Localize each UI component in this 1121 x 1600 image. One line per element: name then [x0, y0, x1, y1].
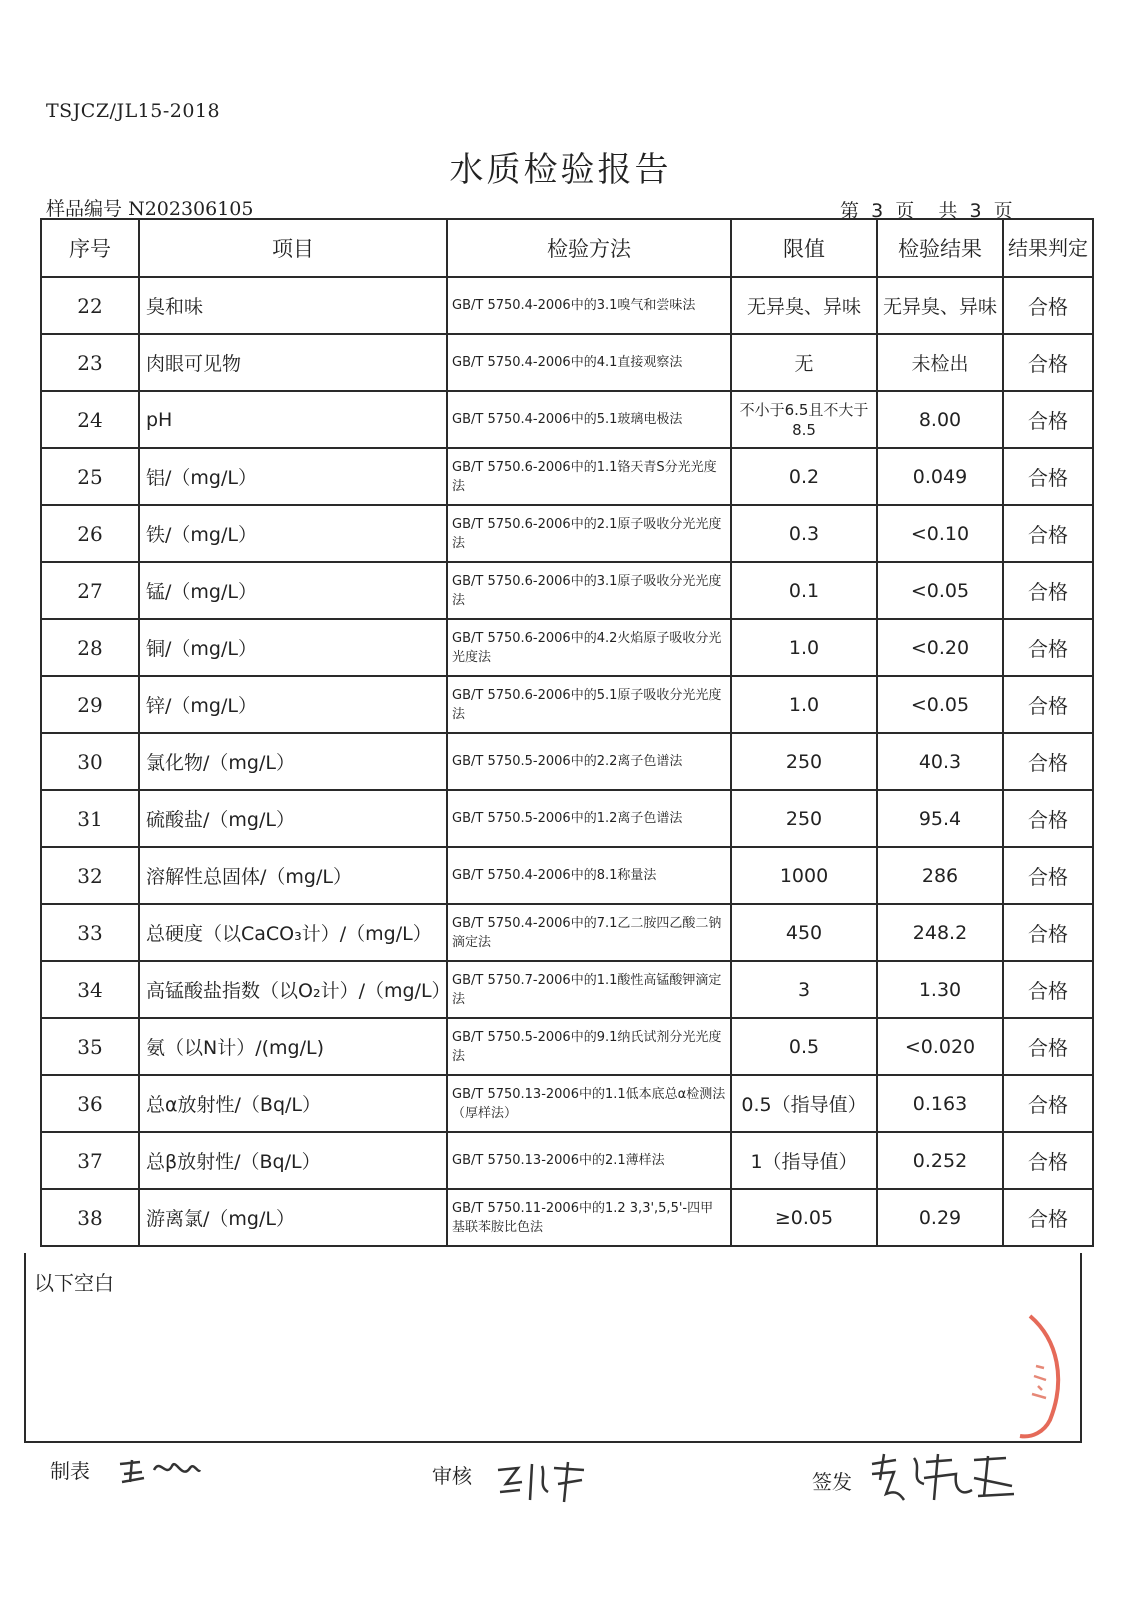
row-limit: 1000 — [731, 847, 877, 904]
row-number: 24 — [41, 391, 139, 448]
row-limit: 0.5（指导值） — [731, 1075, 877, 1132]
reviewer-signature — [492, 1456, 592, 1506]
table-row — [41, 904, 1093, 961]
row-limit: ≥0.05 — [731, 1189, 877, 1246]
row-method: GB/T 5750.4-2006中的8.1称量法 — [447, 847, 731, 904]
row-item: 铝/（mg/L） — [139, 448, 447, 505]
row-judgement: 合格 — [1003, 961, 1093, 1018]
table-row — [41, 448, 1093, 505]
row-judgement: 合格 — [1003, 334, 1093, 391]
row-result: <0.020 — [877, 1018, 1003, 1075]
row-item: 肉眼可见物 — [139, 334, 447, 391]
header-limit: 限值 — [731, 219, 877, 277]
row-method: GB/T 5750.6-2006中的1.1铬天青S分光光度法 — [447, 448, 731, 505]
row-number: 33 — [41, 904, 139, 961]
sample-number-line — [46, 194, 253, 221]
row-method: GB/T 5750.7-2006中的1.1酸性高锰酸钾滴定法 — [447, 961, 731, 1018]
prepared-signature — [112, 1448, 202, 1488]
row-number: 30 — [41, 733, 139, 790]
row-result: <0.20 — [877, 619, 1003, 676]
row-judgement: 合格 — [1003, 1018, 1093, 1075]
row-number: 29 — [41, 676, 139, 733]
row-number: 34 — [41, 961, 139, 1018]
row-item: 总硬度（以CaCO₃计）/（mg/L） — [139, 904, 447, 961]
row-judgement: 合格 — [1003, 676, 1093, 733]
header-no: 序号 — [41, 219, 139, 277]
issued-by-label: 签发 — [812, 1470, 852, 1494]
table-row — [41, 676, 1093, 733]
header-method: 检验方法 — [447, 219, 731, 277]
row-result: 0.163 — [877, 1075, 1003, 1132]
issuer-signature — [866, 1450, 1016, 1510]
row-limit: 250 — [731, 790, 877, 847]
row-result: 1.30 — [877, 961, 1003, 1018]
row-method: GB/T 5750.13-2006中的1.1低本底总α检测法（厚样法） — [447, 1075, 731, 1132]
row-number: 25 — [41, 448, 139, 505]
row-number: 26 — [41, 505, 139, 562]
row-limit: 1（指导值） — [731, 1132, 877, 1189]
row-judgement: 合格 — [1003, 619, 1093, 676]
row-result: <0.10 — [877, 505, 1003, 562]
sample-label: 样品编号 — [46, 198, 123, 220]
row-method: GB/T 5750.6-2006中的5.1原子吸收分光光度法 — [447, 676, 731, 733]
results-table — [40, 218, 1094, 1247]
header-result: 检验结果 — [877, 219, 1003, 277]
row-result: 0.252 — [877, 1132, 1003, 1189]
row-limit: 250 — [731, 733, 877, 790]
row-item: 溶解性总固体/（mg/L） — [139, 847, 447, 904]
blank-area — [24, 1253, 1082, 1443]
row-limit: 0.2 — [731, 448, 877, 505]
row-limit: 无异臭、异味 — [731, 277, 877, 334]
prepared-by-label: 制表 — [50, 1459, 90, 1483]
row-judgement: 合格 — [1003, 790, 1093, 847]
row-item: 锰/（mg/L） — [139, 562, 447, 619]
row-result: 无异臭、异味 — [877, 277, 1003, 334]
table-row — [41, 847, 1093, 904]
row-limit: 3 — [731, 961, 877, 1018]
row-result: 未检出 — [877, 334, 1003, 391]
row-judgement: 合格 — [1003, 448, 1093, 505]
row-judgement: 合格 — [1003, 847, 1093, 904]
row-result: 40.3 — [877, 733, 1003, 790]
table-row — [41, 961, 1093, 1018]
row-result: <0.05 — [877, 676, 1003, 733]
row-method: GB/T 5750.5-2006中的9.1纳氏试剂分光光度法 — [447, 1018, 731, 1075]
row-item: 氨（以N计）/(mg/L) — [139, 1018, 447, 1075]
row-number: 23 — [41, 334, 139, 391]
table-row — [41, 1189, 1093, 1246]
row-method: GB/T 5750.6-2006中的4.2火焰原子吸收分光光度法 — [447, 619, 731, 676]
row-judgement: 合格 — [1003, 1189, 1093, 1246]
row-method: GB/T 5750.4-2006中的3.1嗅气和尝味法 — [447, 277, 731, 334]
row-result: 248.2 — [877, 904, 1003, 961]
row-judgement: 合格 — [1003, 1075, 1093, 1132]
row-item: 氯化物/（mg/L） — [139, 733, 447, 790]
row-item: 锌/（mg/L） — [139, 676, 447, 733]
row-item: 臭和味 — [139, 277, 447, 334]
row-item: 硫酸盐/（mg/L） — [139, 790, 447, 847]
row-item: 高锰酸盐指数（以O₂计）/（mg/L） — [139, 961, 447, 1018]
row-limit: 0.5 — [731, 1018, 877, 1075]
table-row — [41, 1018, 1093, 1075]
table-row — [41, 391, 1093, 448]
row-result: 95.4 — [877, 790, 1003, 847]
row-number: 31 — [41, 790, 139, 847]
row-judgement: 合格 — [1003, 733, 1093, 790]
row-number: 28 — [41, 619, 139, 676]
row-number: 32 — [41, 847, 139, 904]
reviewed-by-label: 审核 — [432, 1464, 472, 1488]
table-header-row — [41, 219, 1093, 277]
row-method: GB/T 5750.6-2006中的3.1原子吸收分光光度法 — [447, 562, 731, 619]
row-method: GB/T 5750.11-2006中的1.2 3,3',5,5'-四甲基联苯胺比色法 — [447, 1189, 731, 1246]
row-result: 0.049 — [877, 448, 1003, 505]
row-method: GB/T 5750.4-2006中的7.1乙二胺四乙酸二钠滴定法 — [447, 904, 731, 961]
row-number: 36 — [41, 1075, 139, 1132]
red-seal-stamp — [1010, 1310, 1070, 1440]
blank-note: 以下空白 — [34, 1271, 114, 1295]
row-judgement: 合格 — [1003, 1132, 1093, 1189]
row-method: GB/T 5750.6-2006中的2.1原子吸收分光光度法 — [447, 505, 731, 562]
row-item: 总α放射性/（Bq/L） — [139, 1075, 447, 1132]
row-number: 22 — [41, 277, 139, 334]
row-method: GB/T 5750.13-2006中的2.1薄样法 — [447, 1132, 731, 1189]
row-limit: 0.3 — [731, 505, 877, 562]
table-row — [41, 733, 1093, 790]
row-judgement: 合格 — [1003, 391, 1093, 448]
table-row — [41, 277, 1093, 334]
row-limit: 无 — [731, 334, 877, 391]
page-indicator: 第 3 页 共 3 页 — [840, 200, 1013, 222]
header-item: 项目 — [139, 219, 447, 277]
row-limit: 1.0 — [731, 619, 877, 676]
row-method: GB/T 5750.4-2006中的4.1直接观察法 — [447, 334, 731, 391]
doc-code: TSJCZ/JL15-2018 — [46, 100, 221, 122]
table-row — [41, 562, 1093, 619]
row-result: 286 — [877, 847, 1003, 904]
row-limit: 450 — [731, 904, 877, 961]
table-row — [41, 334, 1093, 391]
row-judgement: 合格 — [1003, 277, 1093, 334]
row-method: GB/T 5750.4-2006中的5.1玻璃电极法 — [447, 391, 731, 448]
report-title: 水质检验报告 — [449, 150, 672, 190]
table-row — [41, 790, 1093, 847]
row-method: GB/T 5750.5-2006中的1.2离子色谱法 — [447, 790, 731, 847]
table-row — [41, 505, 1093, 562]
row-result: <0.05 — [877, 562, 1003, 619]
row-number: 35 — [41, 1018, 139, 1075]
sample-number: N202306105 — [128, 198, 254, 220]
results-table-wrapper — [40, 218, 1092, 1247]
table-row — [41, 619, 1093, 676]
row-limit: 不小于6.5且不大于8.5 — [731, 391, 877, 448]
row-number: 37 — [41, 1132, 139, 1189]
header-judgement: 结果判定 — [1003, 219, 1093, 277]
row-number: 38 — [41, 1189, 139, 1246]
row-judgement: 合格 — [1003, 904, 1093, 961]
row-limit: 1.0 — [731, 676, 877, 733]
row-method: GB/T 5750.5-2006中的2.2离子色谱法 — [447, 733, 731, 790]
row-result: 0.29 — [877, 1189, 1003, 1246]
row-judgement: 合格 — [1003, 562, 1093, 619]
row-judgement: 合格 — [1003, 505, 1093, 562]
row-item: 总β放射性/（Bq/L） — [139, 1132, 447, 1189]
row-number: 27 — [41, 562, 139, 619]
row-result: 8.00 — [877, 391, 1003, 448]
row-item: pH — [139, 391, 447, 448]
table-row — [41, 1132, 1093, 1189]
row-item: 铁/（mg/L） — [139, 505, 447, 562]
row-limit: 0.1 — [731, 562, 877, 619]
row-item: 铜/（mg/L） — [139, 619, 447, 676]
table-row — [41, 1075, 1093, 1132]
row-item: 游离氯/（mg/L） — [139, 1189, 447, 1246]
